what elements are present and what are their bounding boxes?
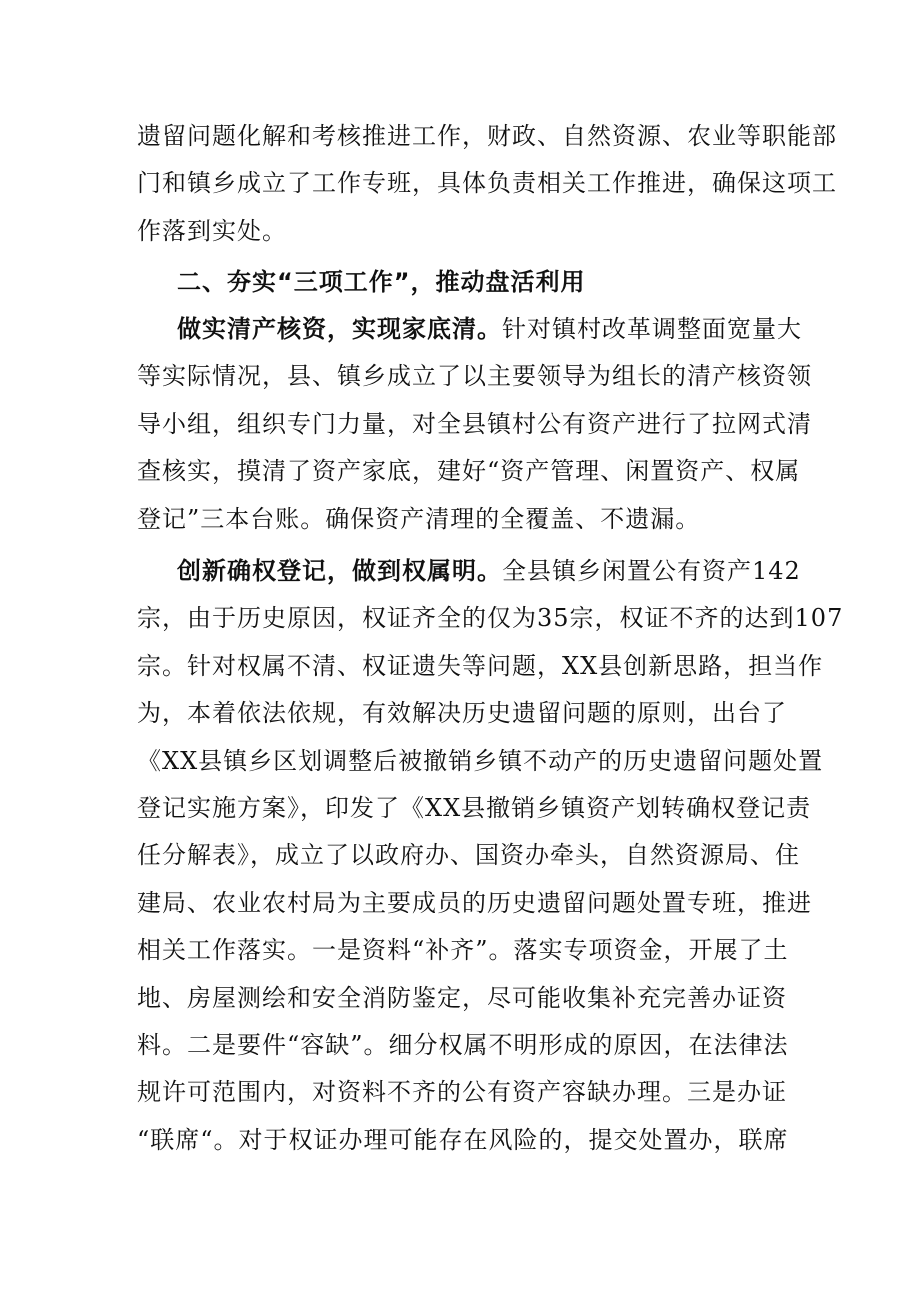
paragraph-line: 查核实，摸清了资产家底，建好“资产管理、闲置资产、权属 <box>137 457 801 486</box>
paragraph-line: 任分解表》，成立了以政府办、国资办牵头，自然资源局、住 <box>137 841 800 870</box>
paragraph-line: 宗。针对权属不清、权证遗失等问题，XX县创新思路，担当作 <box>137 651 824 680</box>
paragraph-asset-verification <box>137 306 812 543</box>
intro-line: 遗留问题化解和考核推进工作，财政、自然资源、农业等职能部 <box>137 122 837 150</box>
paragraph-line: 宗，由于历史原因，权证齐全的仅为35宗，权证不齐的达到107 <box>137 604 844 633</box>
paragraph-first-line <box>137 548 801 595</box>
intro-line: 作落到实处。 <box>137 216 287 245</box>
paragraph-line: 导小组，组织专门力量，对全县镇村公有资产进行了拉网式清 <box>137 409 812 438</box>
intro-line: 门和镇乡成立了工作专班，具体负责相关工作推进，确保这项工 <box>137 169 837 198</box>
paragraph-line: 等实际情况，县、镇乡成立了以主要领导为组长的清产核资领 <box>137 362 812 391</box>
paragraph-line: 相关工作落实。一是资料“补齐”。落实专项资金，开展了土 <box>137 936 789 965</box>
intro-paragraph <box>137 113 837 255</box>
paragraph-line: “联席“。对于权证办理可能存在风险的，提交处置办，联席 <box>137 1125 789 1154</box>
paragraph-line: 登记”三本台账。确保资产清理的全覆盖、不遗漏。 <box>137 504 701 533</box>
paragraph-line: 地、房屋测绘和安全消防鉴定，尽可能收集补充完善办证资 <box>137 983 787 1012</box>
paragraph-lead: 创新确权登记，做到权属明。 <box>177 557 502 585</box>
paragraph-line: 料。二是要件“容缺”。细分权属不明形成的原因，在法律法 <box>137 1031 789 1060</box>
section-heading: 二、夯实“三项工作”，推动盘活利用 <box>177 268 586 296</box>
paragraph-line: 规许可范围内，对资料不齐的公有资产容缺办理。三是办证 <box>137 1078 787 1107</box>
paragraph-line: 《XX县镇乡区划调整后被撤销乡镇不动产的历史遗留问题处置 <box>137 746 824 775</box>
paragraph-first-line <box>137 306 802 353</box>
paragraph-line: 为，本着依法依规，有效解决历史遗留问题的原则，出台了 <box>137 699 787 728</box>
paragraph-lead: 做实清产核资，实现家底清。 <box>177 315 502 343</box>
paragraph-text: 全县镇乡闲置公有资产142 <box>502 557 801 585</box>
paragraph-line: 登记实施方案》，印发了《XX县撤销乡镇资产划转确权登记责 <box>137 794 812 823</box>
paragraph-rights-registration <box>137 548 844 1164</box>
paragraph-text: 针对镇村改革调整面宽量大 <box>502 315 802 343</box>
paragraph-line: 建局、农业农村局为主要成员的历史遗留问题处置专班，推进 <box>137 888 812 917</box>
